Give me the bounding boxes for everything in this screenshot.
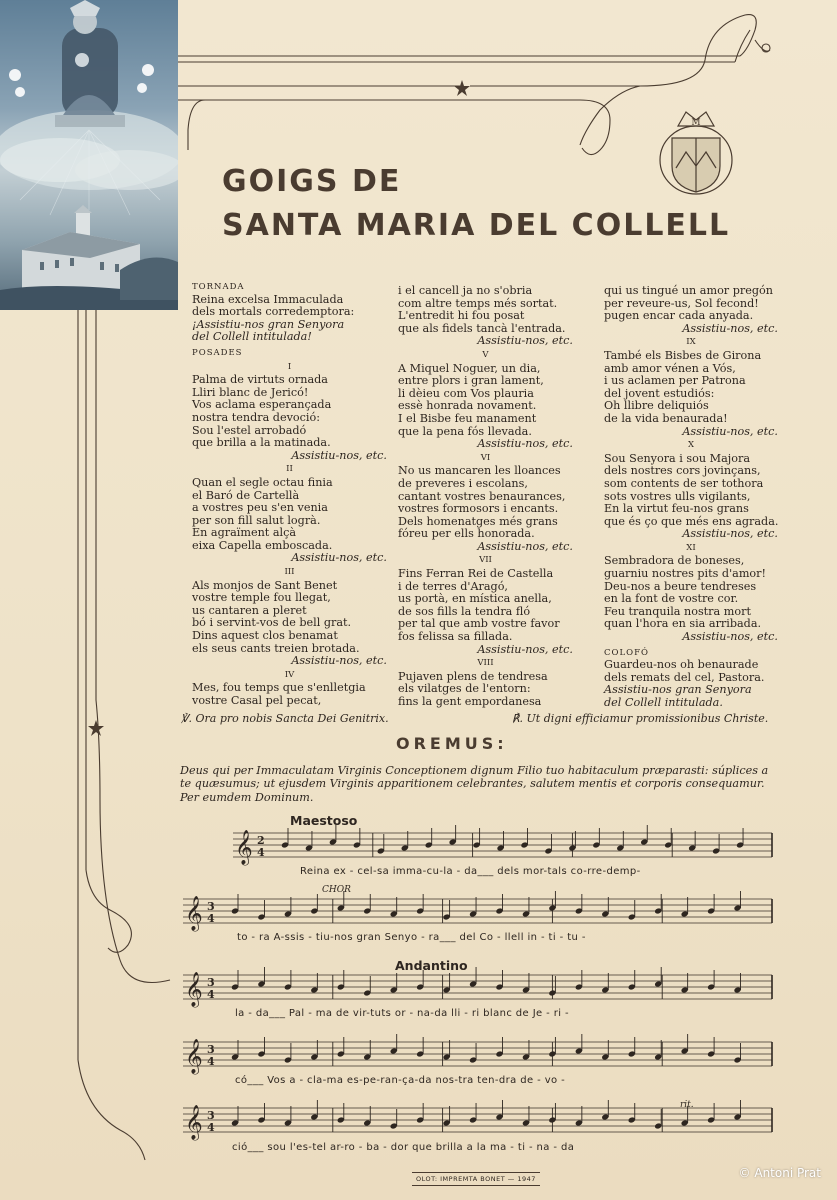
section-heading: COLOFÓ [604,647,649,658]
verse-line: que als fidels tancà l'entrada. [398,321,566,335]
verse-line: Oh llibre deliquiós [604,399,709,413]
verse-line: que brilla a la matinada. [192,436,331,450]
tempo-andantino: Andantino [395,958,468,973]
verse-line: a vostres peu s'en venia [192,501,328,515]
verse-line: nostra tendra devoció: [192,410,320,424]
verse-line: vostres formosors i encants. [398,502,559,516]
svg-text:M: M [691,118,701,128]
lyric-line-3: la - da___ Pal - ma de vir-tuts or - na-da lli - ri blanc de Je - ri - [235,1008,570,1019]
verse-line: Vos aclama esperançada [192,398,332,412]
time-signature-top: 3 [207,1043,215,1056]
stanza-number: III [284,567,295,578]
verse-line: els vilatges de l'entorn: [398,682,531,696]
verse-line: En agraïment alçà [192,526,297,540]
chor-label: CHOR [322,885,351,895]
verse-line: de preveres i escolans, [398,476,528,490]
stanza-number: X [687,440,695,451]
verse-line: per tal que amb vostre favor [398,617,560,631]
response: ℟. Ut digni efficiamur promissionibus Christe. [512,712,769,725]
verse-line: cantant vostres benaurances, [398,489,566,503]
verse-line: Dins aquest clos benamat [192,629,338,643]
verse-line: i el cancell ja no s'obria [398,284,533,297]
verse-line: Lliri blanc de Jericó! [192,385,309,399]
oremus-prayer: Deus qui per Immaculatam Virginis Conceptionem dignum Filio tuo habitaculum præparasti: súplices a te quæsumus; ut ejusdem Virginis apparitionem celebrantes, salutem mentis et corporis consequamur. Per eumdem Dominum. [180,764,769,804]
treble-clef-icon: 𝄞 [235,830,253,865]
verse-line: del jovent estudiós: [604,386,715,400]
refrain-cue: Assistiu-nos, etc. [682,321,778,335]
lyric-line-4: có___ Vos a - cla-ma es-pe-ran-ça-da nos-tra ten-dra de - vo - [235,1075,566,1086]
photo-credit: © Antoni Prat [738,1166,821,1180]
verse-line: us portà, en mística anella, [398,592,552,606]
verse-line-italic: Assistiu-nos gran Senyora [604,683,752,697]
verse-line: el Baró de Cartellà [192,488,300,502]
verse-line: Reina excelsa Immaculada [192,292,344,306]
time-signature-top: 2 [257,834,265,847]
stanza-number: II [286,464,293,475]
verse-line: Feu tranquila nostra mort [604,604,751,618]
verse-line: bó i servint-vos de bell grat. [192,616,352,630]
staff-5 [183,1100,772,1141]
verse-line: amb amor vénen a Vós, [604,361,736,375]
stanza-number: IV [284,669,295,680]
printer-footer: OLOT: IMPREMTA BONET — 1947 [412,1172,540,1186]
stanza-number: VII [479,555,492,566]
verse-line: en la font de vostre cor. [604,592,739,606]
verse-line: I el Bisbe feu manament [398,411,537,425]
verse-line: vostre temple fou llegat, [192,591,331,605]
verse-line: de sos fills la tendra fló [398,604,531,618]
verse-line: com altre temps més sortat. [398,296,558,310]
stanza-number: IX [686,337,696,348]
verse-line: fins la gent empordanesa [398,695,542,708]
verse-line: fos felissa sa fillada. [398,630,513,644]
verse-line: També els Bisbes de Girona [604,348,762,362]
lyric-line-1: Reina ex - cel-sa imma-cu-la - da___ dels mor-tals co-rre-demp- [300,866,641,877]
time-signature-bottom: 4 [207,988,215,1001]
verse-line: que és ço que més ens agrada. [604,514,779,528]
verse-line: que la pena fós llevada. [398,424,532,438]
staff-1 [233,825,772,866]
time-signature-top: 3 [207,1109,215,1122]
time-signature-bottom: 4 [257,846,265,859]
verse-line: us cantaren a pleret [192,603,307,617]
staff-3 [183,967,772,1008]
treble-clef-icon: 𝄞 [185,972,203,1007]
verse-line: sots vostres ulls vigilants, [604,489,751,503]
refrain-cue: Assistiu-nos, etc. [291,551,387,565]
title-line-2: SANTA MARIA DEL COLLELL [222,208,731,243]
verse-line: vostre Casal pel pecat, [192,694,322,707]
versicle: ℣. Ora pro nobis Sancta Dei Genitrix. [181,712,389,725]
lyric-line-2: to - ra A-ssis - tiu-nos gran Senyo - ra___ del Co - llell in - ti - tu - [237,932,586,943]
tempo-maestoso: Maestoso [290,813,358,828]
verse-line: No us mancaren les lloances [398,464,561,478]
time-signature-bottom: 4 [207,1121,215,1134]
verse-line: guarniu nostres pits d'amor! [604,567,767,581]
staff-4 [183,1034,772,1075]
verse-line: L'entredit hi fou posat [398,309,525,323]
refrain-cue: Assistiu-nos, etc. [477,539,573,553]
verse-line: dels remats del cel, Pastora. [604,670,765,684]
refrain-cue: Assistiu-nos, etc. [682,630,778,644]
title-line-1: GOIGS DE [222,164,402,199]
verse-line: per son fill salut logrà. [192,513,321,527]
verse-line: A Miquel Noguer, un dia, [398,361,541,375]
verse-line: qui us tingué un amor pregón [604,284,773,297]
rit-label: rit. [680,1100,694,1110]
verse-line: Palma de virtuts ornada [192,373,328,387]
verse-line: i de terres d'Aragó, [398,579,508,593]
refrain-cue: Assistiu-nos, etc. [477,334,573,348]
verse-line: Pujaven plens de tendresa [398,669,548,683]
verse-line: dels mortals corredemptora: [192,305,355,319]
verse-line: som contents de ser tothora [604,476,764,490]
refrain-cue: Assistiu-nos, etc. [291,448,387,462]
verse-line: els seus cants treien brotada. [192,641,360,655]
verse-line: Sembradora de boneses, [604,554,745,568]
verse-line: En la virtut feu-nos grans [604,502,749,516]
verse-line: li dèieu com Vos plauria [398,386,534,400]
time-signature-top: 3 [207,976,215,989]
stanza-number: XI [686,542,696,553]
refrain-cue: Assistiu-nos, etc. [477,437,573,451]
stanza-number: VIII [477,658,494,669]
treble-clef-icon: 𝄞 [185,1039,203,1074]
verse-line: i us aclamen per Patrona [604,374,746,388]
refrain-cue: Assistiu-nos, etc. [291,654,387,668]
verse-line: Dels homenatges més grans [398,514,558,528]
verse-line: per reveure-us, Sol fecond! [604,296,759,310]
time-signature-top: 3 [207,900,215,913]
treble-clef-icon: 𝄞 [185,1105,203,1140]
staff-2 [183,891,772,932]
verse-line: Sou Senyora i sou Majora [604,451,751,465]
oremus-heading: OREMUS: [396,734,508,753]
verse-line: Quan el segle octau finia [192,475,333,489]
verse-line-italic: ¡Assistiu-nos gran Senyora [192,317,345,331]
verse-line: Fins Ferran Rei de Castella [398,567,554,581]
time-signature-bottom: 4 [207,1055,215,1068]
verse-line: quan l'hora en sia arribada. [604,617,762,631]
treble-clef-icon: 𝄞 [185,896,203,931]
verse-line-italic: del Collell intitulada! [192,330,312,344]
verse-line: Als monjos de Sant Benet [192,578,338,592]
verse-line-italic: del Collell intitulada. [604,696,723,709]
verse-line: Guardeu-nos oh benaurade [604,658,759,672]
verse-line: de la vida benaurada! [604,411,728,425]
verse-line: pugen encar cada anyada. [604,309,754,323]
verse-line: Mes, fou temps que s'enlletgia [192,681,366,695]
verse-line: Deu-nos a beure tendreses [604,579,757,593]
verse-line: eixa Capella emboscada. [192,538,333,552]
refrain-cue: Assistiu-nos, etc. [682,424,778,438]
refrain-cue: Assistiu-nos, etc. [682,527,778,541]
time-signature-bottom: 4 [207,912,215,925]
stanza-number: VI [480,452,491,463]
section-heading: POSADES [192,347,243,358]
stanza-number: I [287,361,292,372]
section-heading: TORNADA [192,282,245,292]
verse-line: Sou l'estel arrobadó [192,423,307,437]
verse-line: dels nostres cors jovinçans, [604,464,761,478]
lyric-line-5: ció___ sou l'es-tel ar-ro - ba - dor que brilla a la ma - ti - na - da [232,1142,575,1153]
verse-line: fóreu per ells honorada. [398,527,535,541]
verse-line: essè honrada novament. [398,399,537,413]
stanza-number: V [482,349,489,360]
refrain-cue: Assistiu-nos, etc. [477,642,573,656]
verse-line: entre plors i gran lament, [398,374,544,388]
